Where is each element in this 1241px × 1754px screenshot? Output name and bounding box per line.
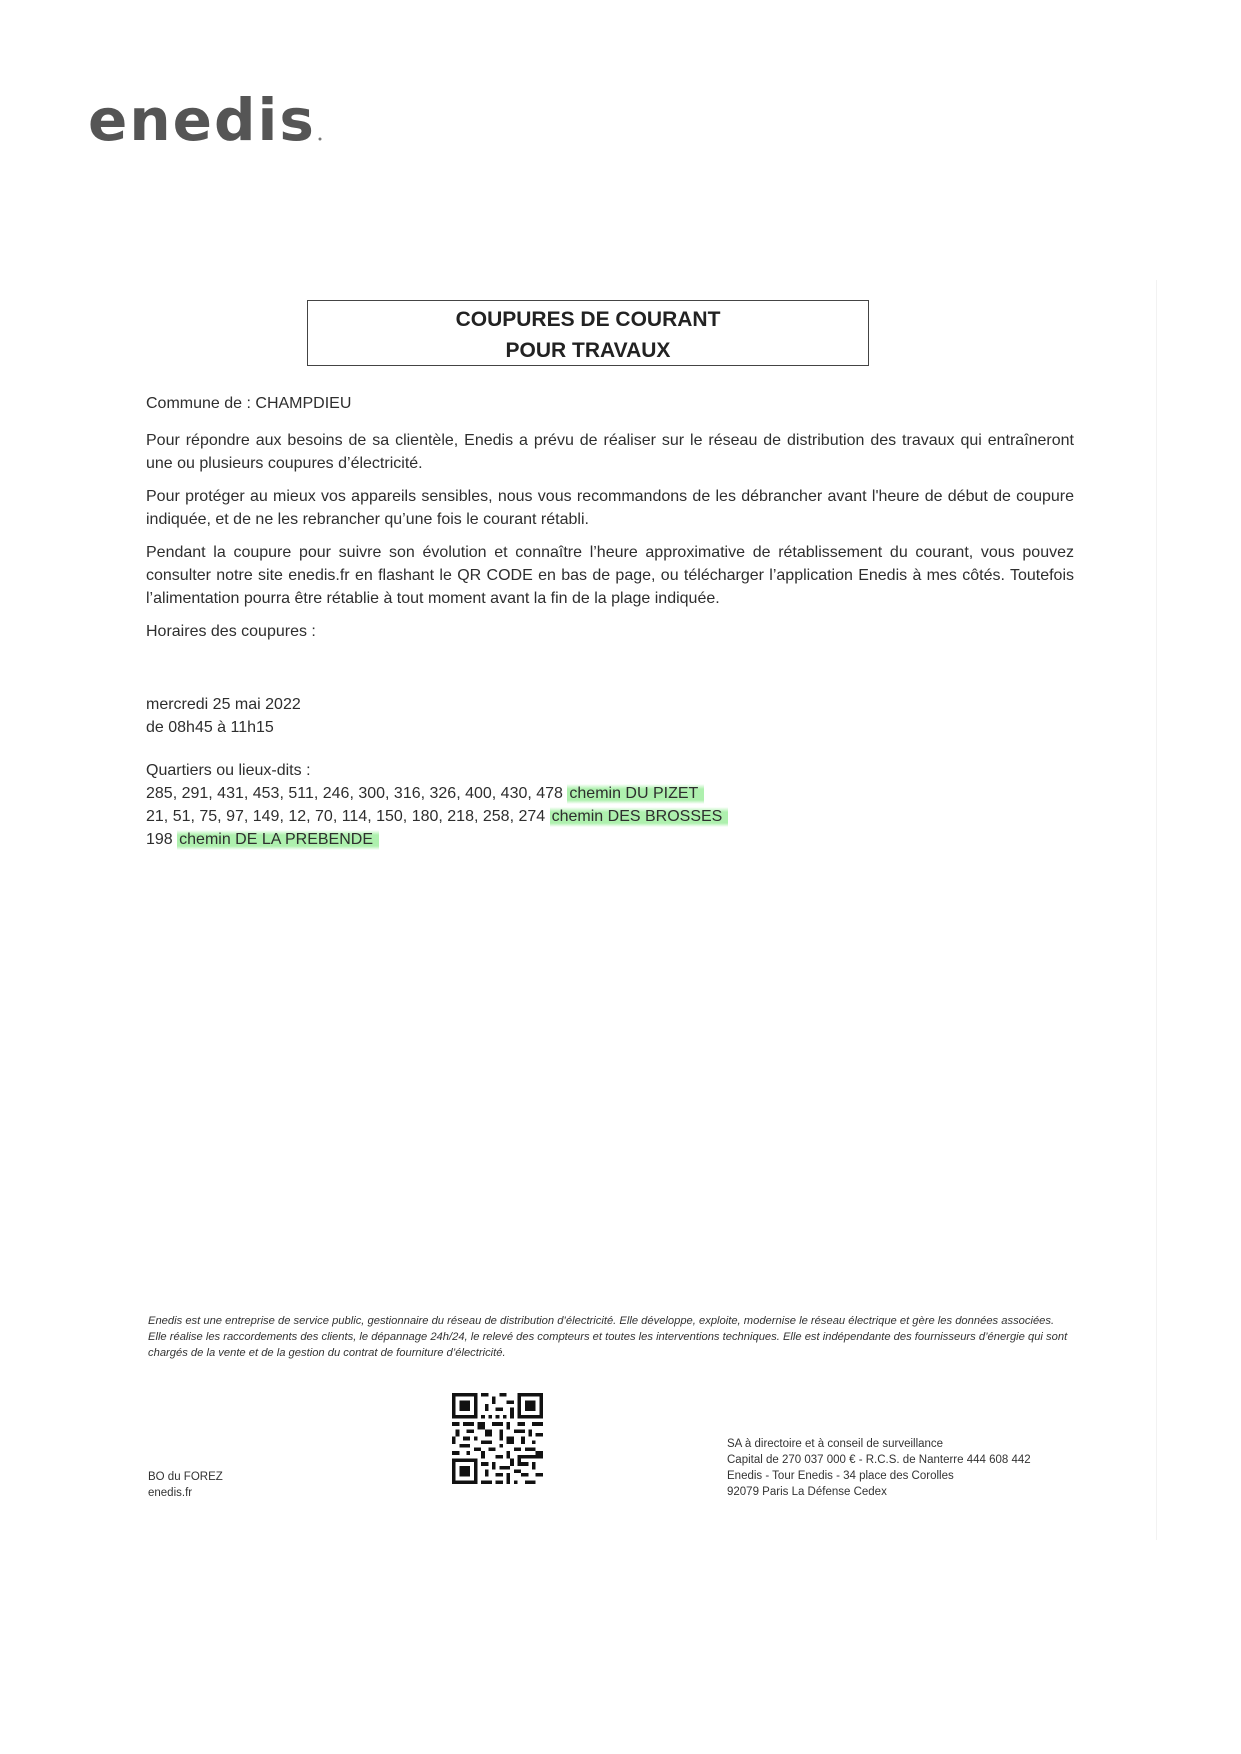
paragraph-1: Pour répondre aux besoins de sa clientèle, Enedis a prévu de réaliser sur le réseau de distribution des travaux qui entraîneront une ou plusieurs coupures d’électricité. <box>146 432 1074 472</box>
company-info-line-4: 92079 Paris La Défense Cedex <box>727 1486 887 1498</box>
address-numbers: 285, 291, 431, 453, 511, 246, 300, 316, 326, 400, 430, 478 <box>146 785 563 802</box>
logo-wordmark: enedis <box>88 92 316 148</box>
title-line-1: COUPURES DE COURANT <box>455 308 721 331</box>
bo-label: BO du FOREZ <box>148 1471 223 1483</box>
address-line-1 <box>146 782 1074 805</box>
title-line-2: POUR TRAVAUX <box>505 339 671 362</box>
enedis-logo-mark <box>88 92 328 148</box>
address-numbers: 21, 51, 75, 97, 149, 12, 70, 114, 150, 180, 218, 258, 274 <box>146 808 546 825</box>
address-numbers: 198 <box>146 831 173 848</box>
company-info-line-3: Enedis - Tour Enedis - 34 place des Corolles <box>727 1470 954 1482</box>
address-line-2 <box>146 805 1074 828</box>
company-info-line-1: SA à directoire et à conseil de surveillance <box>727 1438 944 1450</box>
schedule-time: de 08h45 à 11h15 <box>146 719 274 736</box>
scan-edge <box>1156 280 1157 1540</box>
paragraph-2: Pour protéger au mieux vos appareils sensibles, nous vous recommandons de les débrancher avant l'heure de début de coupure indiquée, et de ne les rebrancher qu’une fois le courant rétabli. <box>146 488 1074 528</box>
notice-body <box>146 392 1074 851</box>
qr-code-icon[interactable] <box>452 1393 543 1484</box>
company-info <box>727 1436 1031 1500</box>
address-line-3 <box>146 828 1074 851</box>
address-street-highlighted: chemin DE LA PREBENDE <box>177 830 379 850</box>
schedule-date: mercredi 25 mai 2022 <box>146 696 301 713</box>
commune: Commune de : CHAMPDIEU <box>146 395 352 412</box>
title-box <box>307 300 869 366</box>
left-footer <box>148 1469 223 1501</box>
address-street-highlighted: chemin DES BROSSES <box>550 807 729 827</box>
enedis-logo <box>88 92 328 153</box>
quartiers-label: Quartiers ou lieux-dits : <box>146 762 311 779</box>
company-info-line-2: Capital de 270 037 000 € - R.C.S. de Nanterre 444 608 442 <box>727 1454 1031 1466</box>
website-link[interactable]: enedis.fr <box>148 1487 193 1499</box>
paragraph-3: Pendant la coupure pour suivre son évolution et connaître l’heure approximative de rétablissement du courant, vous pouvez consulter notre site enedis.fr en flashant le QR CODE en bas de page, ou télécharger l’application Enedis à mes côtés. Toutefois l’alimentation pourra être rétablie à tout moment avant la fin de la plage indiquée. <box>146 544 1074 607</box>
horaires-label: Horaires des coupures : <box>146 623 316 640</box>
footer-disclaimer: Enedis est une entreprise de service public, gestionnaire du réseau de distribution d’électricité. Elle développe, exploite, modernise le réseau électrique et gère les données associées. Elle réalise les raccordements des clients, le dépannage 24h/24, le relevé des compteurs et toutes les interventions techniques. Elle est indépendante des fournisseurs d’énergie qui sont chargés de la vente et de la gestion du contrat de fourniture d’électricité. <box>148 1315 1068 1359</box>
address-street-highlighted: chemin DU PIZET <box>567 784 704 804</box>
